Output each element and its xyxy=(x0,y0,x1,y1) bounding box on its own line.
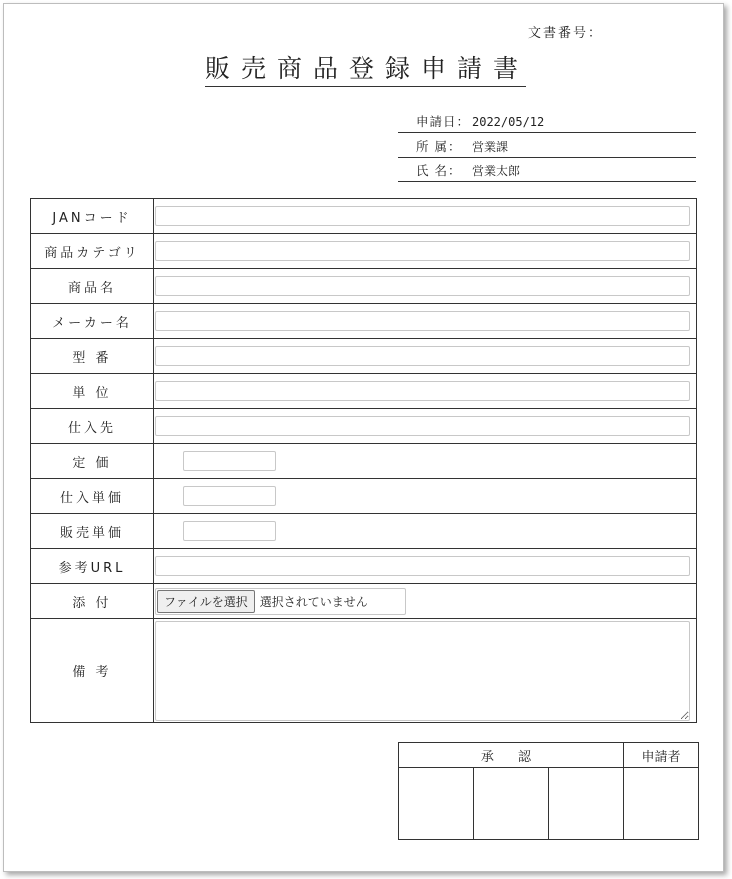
applicant-date-label: 申請日： xyxy=(416,114,471,129)
applicant-name-row xyxy=(398,161,696,182)
reference-url-input[interactable] xyxy=(155,556,690,576)
category-input[interactable] xyxy=(155,241,690,261)
form-row-product-name xyxy=(31,269,697,304)
form-row-sales-price xyxy=(31,514,697,549)
maker-name-input[interactable] xyxy=(155,311,690,331)
applicant-date-value: 2022/05/12 xyxy=(472,115,545,129)
form-row-unit xyxy=(31,374,697,409)
choose-file-button[interactable]: ファイルを選択 xyxy=(157,590,255,613)
applicant-department-row xyxy=(398,137,696,158)
purchase-price-input[interactable] xyxy=(183,486,276,506)
form-row-purchase-price xyxy=(31,479,697,514)
applicant-department-value: 営業課 xyxy=(472,140,509,154)
form-row-category xyxy=(31,234,697,269)
page-title: 販売商品登録申請書 xyxy=(205,54,526,87)
product-name-label: 商品名 xyxy=(31,269,154,304)
applicant-date-row xyxy=(398,112,696,133)
approval-stamp-box-3 xyxy=(549,768,624,840)
unit-input[interactable] xyxy=(155,381,690,401)
applicant-department-label: 所 属： xyxy=(416,139,462,154)
file-status-text: 選択されていません xyxy=(259,594,368,609)
applicant-name-value: 営業太郎 xyxy=(472,164,521,178)
jan-code-input[interactable] xyxy=(155,206,690,226)
category-label: 商品カテゴリ xyxy=(31,234,154,269)
form-row-maker xyxy=(31,304,697,339)
unit-label: 単 位 xyxy=(31,374,154,409)
product-name-input[interactable] xyxy=(155,276,690,296)
approval-stamp-table xyxy=(398,742,699,840)
approval-header: 承 認 xyxy=(399,743,624,768)
list-price-label: 定 価 xyxy=(31,444,154,479)
product-form-table xyxy=(30,198,697,723)
supplier-input[interactable] xyxy=(155,416,690,436)
list-price-input[interactable] xyxy=(183,451,276,471)
remarks-textarea[interactable] xyxy=(155,621,690,721)
applicant-header: 申請者 xyxy=(624,743,699,768)
attachment-label: 添 付 xyxy=(31,584,154,619)
form-row-url xyxy=(31,549,697,584)
applicant-stamp-box xyxy=(624,768,699,840)
applicant-name-label: 氏 名： xyxy=(416,163,462,178)
reference-url-label: 参考URL xyxy=(31,549,154,584)
form-row-list-price xyxy=(31,444,697,479)
supplier-label: 仕入先 xyxy=(31,409,154,444)
form-row-supplier xyxy=(31,409,697,444)
jan-code-label: JANコード xyxy=(31,199,154,234)
approval-stamp-box-1 xyxy=(399,768,474,840)
model-number-label: 型 番 xyxy=(31,339,154,374)
form-row-model xyxy=(31,339,697,374)
model-number-input[interactable] xyxy=(155,346,690,366)
remarks-label: 備 考 xyxy=(31,619,154,723)
document-number-label: 文書番号： xyxy=(528,26,604,41)
maker-name-label: メーカー名 xyxy=(31,304,154,339)
form-row-remarks xyxy=(31,619,697,723)
form-row-attachment xyxy=(31,584,697,619)
sales-price-input[interactable] xyxy=(183,521,276,541)
purchase-price-label: 仕入単価 xyxy=(31,479,154,514)
file-input[interactable] xyxy=(155,588,406,615)
form-row-jan xyxy=(31,199,697,234)
sales-price-label: 販売単価 xyxy=(31,514,154,549)
approval-stamp-box-2 xyxy=(474,768,549,840)
